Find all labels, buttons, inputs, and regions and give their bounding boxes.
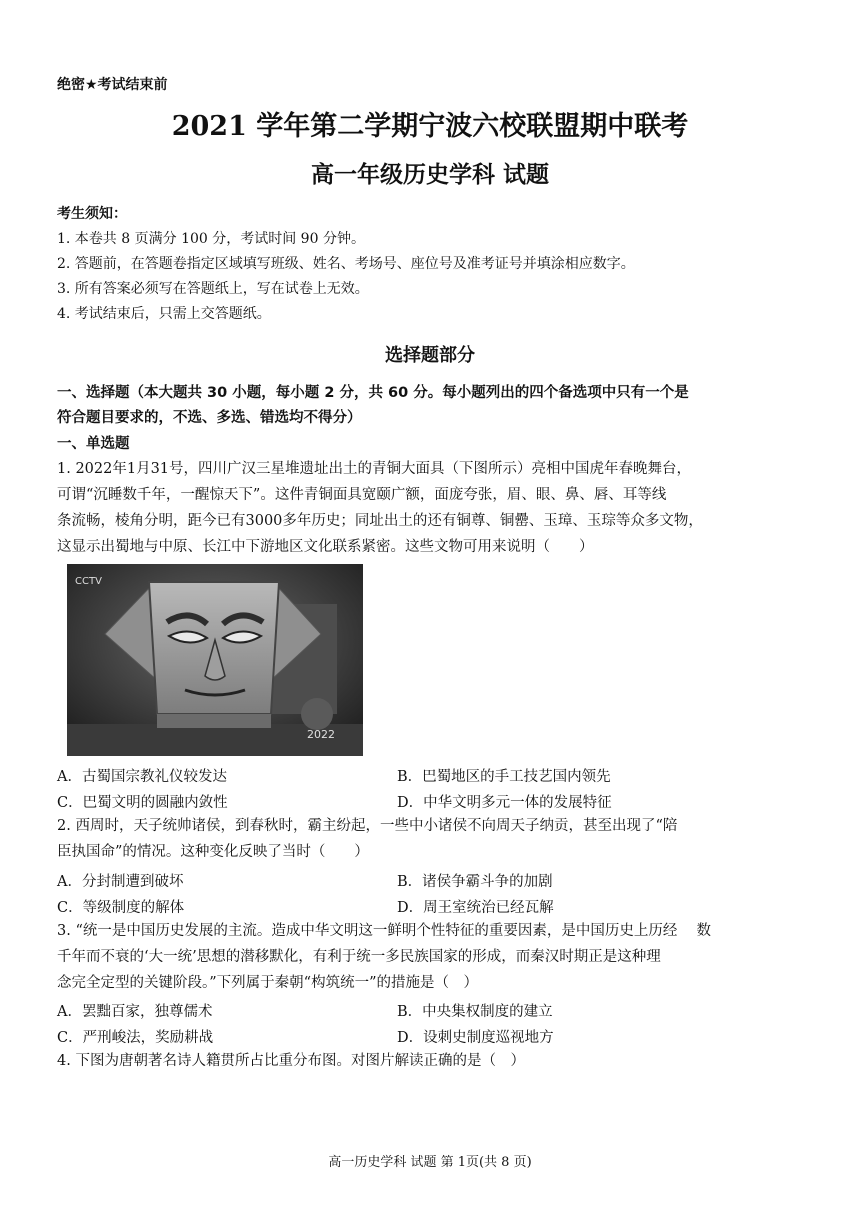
- question-2-option-a[interactable]: A．分封制遭到破坏: [57, 874, 184, 890]
- notice-list: [57, 227, 635, 327]
- stem-line: 1. 2022年1月31号，四川广汉三星堆遗址出土的青铜大面具（下图所示）亮相中国虎年春晚舞台，: [57, 461, 692, 477]
- stem-line: 念完全定型的关键阶段。”下列属于秦朝“构筑统一”的措施是（ ）: [57, 975, 478, 991]
- question-3-option-d[interactable]: D．设刺史制度巡视地方: [397, 1030, 554, 1046]
- section-title: 选择题部分: [385, 345, 475, 366]
- question-1-option-a[interactable]: A．古蜀国宗教礼仪较发达: [57, 769, 227, 785]
- cctv-logo: CCTV: [75, 576, 102, 587]
- stem-line: 臣执国命”的情况。这种变化反映了当时（ ）: [57, 844, 369, 860]
- notice-item: 4. 考试结束后，只需上交答题纸。: [57, 306, 271, 322]
- stem-line: 千年而不衰的‘大一统’思想的潜移默化，有利于统一多民族国家的形成，而秦汉时期正是这种理: [57, 949, 661, 965]
- question-1-stem: [57, 456, 813, 560]
- question-3-option-a[interactable]: A．罢黜百家，独尊儒术: [57, 1004, 213, 1020]
- notice-item: 3. 所有答案必须写在答题纸上，写在试卷上无效。: [57, 281, 369, 297]
- question-2-option-c[interactable]: C．等级制度的解体: [57, 900, 185, 916]
- year-badge: 2022: [307, 728, 335, 741]
- bronze-mask-photo: [67, 564, 363, 756]
- notice-title: 考生须知：: [57, 206, 127, 222]
- stem-line: 3. “统一是中国历史发展的主流。造成中华文明这一鲜明个性特征的重要因素，是中国历史上历经 数: [57, 923, 711, 939]
- question-4-stem: [57, 1048, 813, 1074]
- question-2-stem: [57, 813, 813, 865]
- stem-line: 4. 下图为唐朝著名诗人籍贯所占比重分布图。对图片解读正确的是（ ）: [57, 1053, 525, 1069]
- exam-subtitle: 高一年级历史学科 试题: [310, 161, 549, 188]
- instructions-line: 一、选择题（本大题共 30 小题，每小题 2 分，共 60 分。每小题列出的四个备选项中只有一个是: [57, 385, 689, 401]
- notice-item: 1. 本卷共 8 页满分 100 分，考试时间 90 分钟。: [57, 231, 365, 247]
- bronze-mask-illustration: [67, 564, 363, 756]
- question-1-option-d[interactable]: D．中华文明多元一体的发展特征: [397, 795, 612, 811]
- subsection-title: 一、单选题: [57, 436, 130, 452]
- stem-line: 可谓“沉睡数千年，一醒惊天下”。这件青铜面具宽颐广额，面庞夸张，眉、眼、鼻、唇、耳等线: [57, 487, 667, 503]
- stem-line: 这显示出蜀地与中原、长江中下游地区文化联系紧密。这些文物可用来说明（ ）: [57, 539, 594, 555]
- stem-line: 条流畅，棱角分明，距今已有3000多年历史；同址出土的还有铜尊、铜罍、玉璋、玉琮等众多文物，: [57, 513, 703, 529]
- question-2-option-d[interactable]: D．周王室统治已经瓦解: [397, 900, 554, 916]
- notice-item: 2. 答题前，在答题卷指定区域填写班级、姓名、考场号、座位号及准考证号并填涂相应数字。: [57, 256, 635, 272]
- instructions-line: 符合题目要求的，不选、多选、错选均不得分）: [57, 410, 362, 426]
- question-3-option-b[interactable]: B．中央集权制度的建立: [397, 1004, 553, 1020]
- question-1-option-c[interactable]: C．巴蜀文明的圆融内敛性: [57, 795, 228, 811]
- question-3-option-c[interactable]: C．严刑峻法，奖励耕战: [57, 1030, 214, 1046]
- section-instructions: [57, 381, 817, 431]
- confidential-label: 绝密★考试结束前: [57, 77, 168, 93]
- exam-title: 2021 学年第二学期宁波六校联盟期中联考: [171, 111, 689, 142]
- stem-line: 2. 西周时，天子统帅诸侯，到春秋时，霸主纷起，一些中小诸侯不向周天子纳贡，甚至出现了“陪: [57, 818, 678, 834]
- question-1-option-b[interactable]: B．巴蜀地区的手工技艺国内领先: [397, 769, 611, 785]
- question-2-option-b[interactable]: B．诸侯争霸斗争的加剧: [397, 874, 553, 890]
- page-footer: 高一历史学科 试题 第 1页(共 8 页): [328, 1155, 532, 1170]
- question-3-stem: [57, 918, 813, 996]
